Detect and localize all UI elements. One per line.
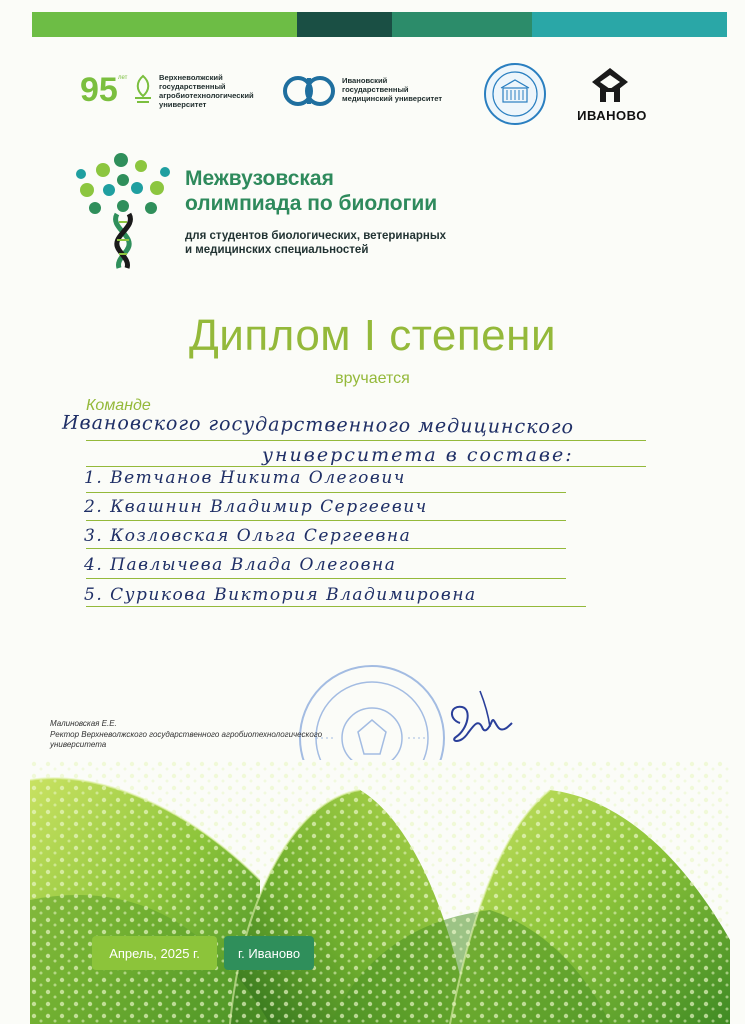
team-label: Команде [86,397,151,414]
top-stripe-4 [532,12,727,37]
diploma-title: Диплом I степени [188,311,557,360]
univ1-name [159,73,254,109]
writing-line [86,548,566,549]
univ2-name-line: Ивановский [342,76,388,85]
signer-block [50,719,322,751]
handwritten-member: 1. Ветчанов Никита Олегович [84,468,406,488]
univ2-name-line: государственный [342,85,409,94]
leaf-background-image [30,760,730,1024]
writing-line [86,578,566,579]
univ1-name-line: агробиотехнологический [159,91,254,100]
univ2-name [342,76,442,103]
handwritten-member: 5. Сурикова Виктория Владимировна [84,585,477,605]
writing-line [86,440,646,441]
city-logo-icon [590,66,630,106]
city-logo-text: ИВАНОВО [577,108,647,123]
signer-position: университета [50,740,107,749]
city-badge: г. Иваново [224,936,314,970]
signer-position: Ректор Верхневолжского государственного агробиотехнологического [50,729,323,739]
writing-line [86,520,566,521]
anniversary-logo [80,70,132,112]
olympiad-title-line: олимпиада по биологии [185,192,438,215]
top-stripe-2 [297,12,392,37]
handwritten-member: 3. Козловская Ольга Сергеевна [84,526,412,546]
handwritten-member: 4. Павлычева Влада Олеговна [84,555,397,575]
presented-text: вручается [335,370,410,387]
handwritten-member: 2. Квашнин Владимир Сергеевич [84,497,428,517]
olympiad-title [185,166,437,216]
top-stripe-1 [32,12,297,37]
olympiad-subtitle-line: для студентов биологических, ветеринарных [185,230,447,242]
anniversary-suffix: лет [118,75,128,81]
writing-line [86,466,646,467]
univ1-emblem-icon [132,74,154,106]
date-badge: Апрель, 2025 г. [92,936,217,970]
signer-name: Малиновская Е.Е. [50,719,117,728]
anniversary-number: 95 [80,71,118,109]
univ1-name-line: университет [159,100,207,109]
handwritten-team-line2: университета в составе: [262,444,574,466]
olympiad-subtitle-line: и медицинских специальностей [185,244,369,256]
writing-line [86,492,566,493]
univ2-name-line: медицинский университет [342,94,443,103]
univ1-name-line: Верхневолжский [159,73,223,82]
olympiad-tree-logo-icon [73,150,173,270]
univ2-logo-icon [281,74,337,108]
univ1-name-line: государственный [159,82,226,91]
signature-icon [438,683,518,753]
top-stripe-3 [392,12,532,37]
writing-line [86,606,586,607]
olympiad-subtitle [185,229,446,257]
handwritten-team-line1: Ивановского государственного медицинского [61,411,575,439]
university-seal-icon [483,62,547,126]
olympiad-title-line: Межвузовская [185,167,334,190]
